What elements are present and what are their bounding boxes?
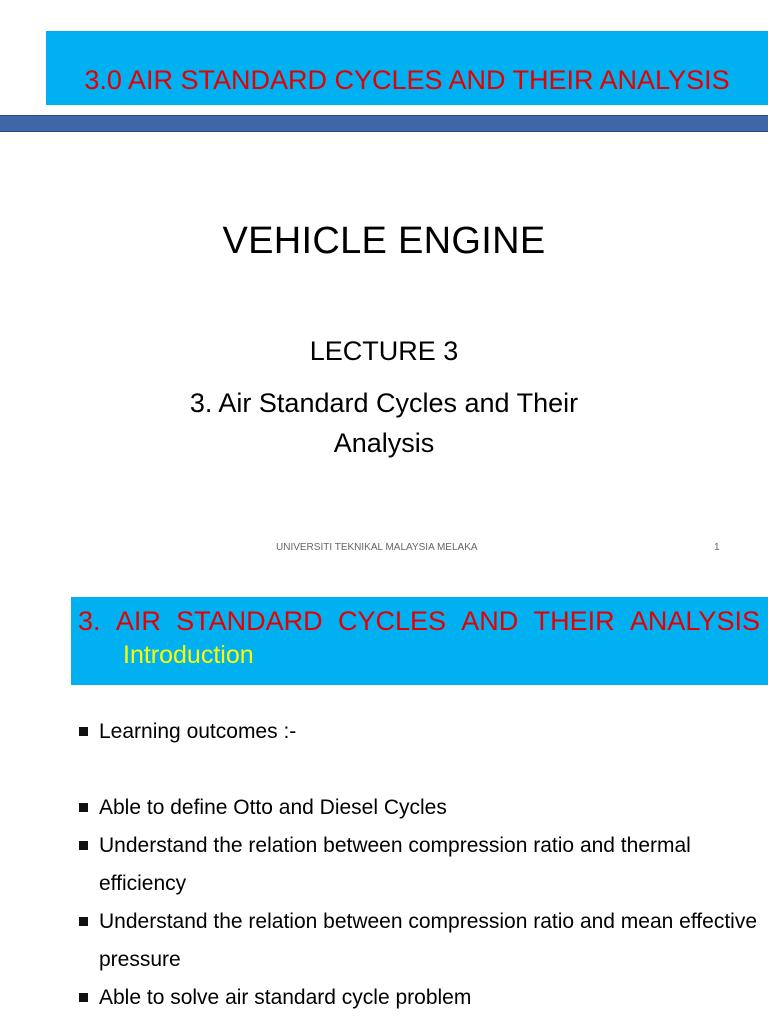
heading-word: STANDARD <box>176 606 323 636</box>
list-item-text: Learning outcomes :- <box>99 720 297 743</box>
square-bullet-icon <box>79 841 88 850</box>
list-item-text: Able to define Otto and Diesel Cycles <box>99 796 447 819</box>
page-number: 1 <box>714 542 720 553</box>
slide-title: VEHICLE ENGINE <box>222 220 546 262</box>
bullet-list <box>78 713 758 1017</box>
slide-2-banner <box>71 597 768 685</box>
list-item <box>78 789 758 827</box>
heading-word: THEIR <box>533 606 615 636</box>
divider-bar <box>0 115 768 132</box>
heading-word: 3. <box>78 606 101 636</box>
list-item <box>78 979 758 1017</box>
banner-subheading: Introduction <box>123 641 254 669</box>
heading-word: CYCLES <box>337 606 446 636</box>
heading-word: ANALYSIS <box>629 606 760 636</box>
slide-2 <box>0 575 768 1024</box>
square-bullet-icon <box>79 917 88 926</box>
square-bullet-icon <box>79 727 88 736</box>
banner-heading <box>78 605 760 637</box>
heading-word: AND <box>461 606 519 636</box>
list-item-text: Understand the relation between compression ratio and mean effective pressure <box>99 910 758 971</box>
slide-1-banner <box>46 31 768 105</box>
list-item <box>78 713 758 751</box>
list-item <box>78 903 758 979</box>
list-item <box>78 827 758 903</box>
slide-footer: UNIVERSITI TEKNIKAL MALAYSIA MELAKA <box>276 542 478 553</box>
heading-word: AIR <box>115 606 161 636</box>
square-bullet-icon <box>79 803 88 812</box>
lecture-label: LECTURE 3 <box>309 336 459 366</box>
slide-subtitle: 3. Air Standard Cycles and Their Analysis <box>189 388 579 458</box>
list-item-text: Able to solve air standard cycle problem <box>99 986 472 1009</box>
list-item-text: Understand the relation between compression ratio and thermal efficiency <box>99 834 691 895</box>
square-bullet-icon <box>79 993 88 1002</box>
banner-title: 3.0 AIR STANDARD CYCLES AND THEIR ANALYSIS <box>84 65 730 95</box>
